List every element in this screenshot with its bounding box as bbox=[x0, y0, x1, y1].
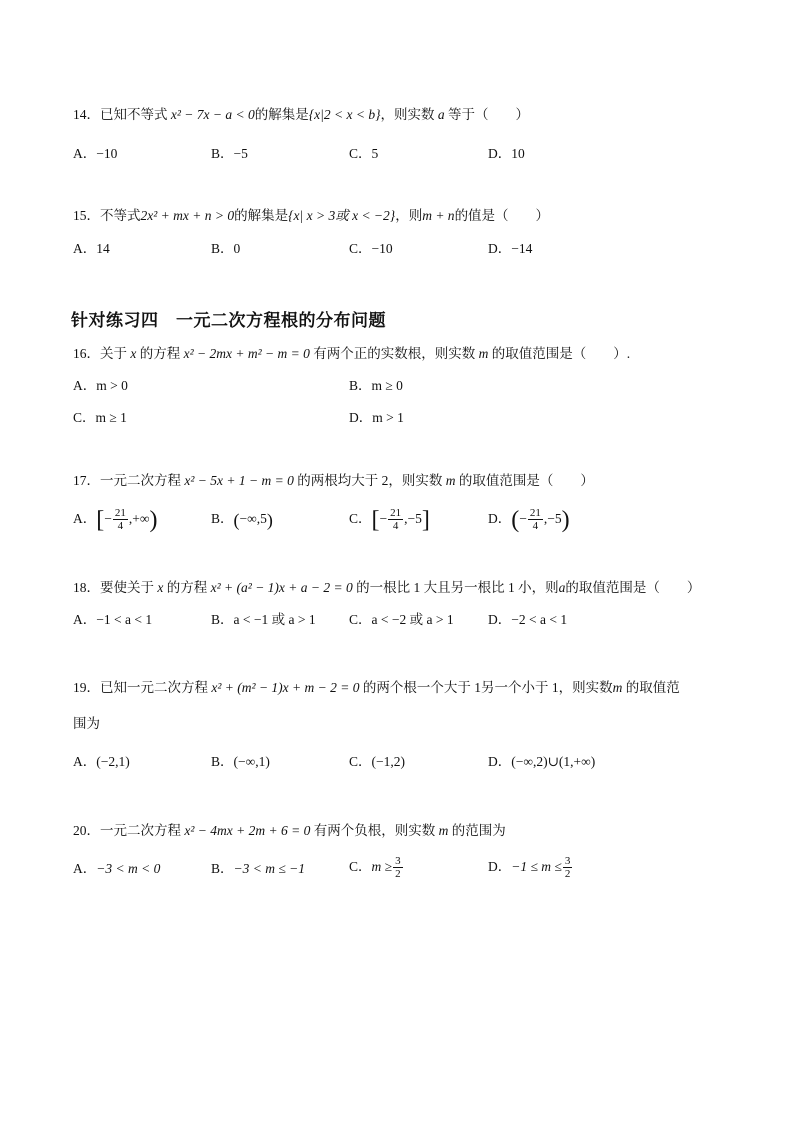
question-text: 的值是（ ） bbox=[454, 208, 550, 223]
question-text: 不等式 bbox=[100, 208, 141, 223]
option-a[interactable]: A．−10 bbox=[73, 146, 118, 161]
fraction: $\frac{21}{4}$ bbox=[529, 507, 541, 533]
question-text: 等于（ ） bbox=[447, 107, 529, 122]
question-text: 有两个正的实数根，则实数 bbox=[313, 346, 476, 361]
question-text: 的一根比 1 大且另一根比 1 小，则 bbox=[356, 580, 559, 595]
question-text: 关于 bbox=[100, 346, 127, 361]
option-d[interactable]: D．−14 bbox=[488, 241, 533, 256]
question-text: 一元二次方程 bbox=[100, 823, 181, 838]
question-text: 的取值范围是（ ） bbox=[458, 473, 594, 488]
question-18 bbox=[73, 579, 700, 597]
variable: m bbox=[438, 823, 449, 838]
option-label: A． bbox=[73, 861, 97, 876]
question-text: ，则 bbox=[395, 208, 423, 223]
question-number: 18． bbox=[73, 580, 100, 595]
option-d[interactable]: D．−2 < a < 1 bbox=[488, 612, 568, 627]
question-14 bbox=[73, 106, 529, 124]
question-17 bbox=[73, 472, 594, 490]
variable: m bbox=[612, 680, 623, 695]
variable: x bbox=[130, 346, 137, 361]
option-label: C． bbox=[349, 859, 372, 874]
question-number: 14． bbox=[73, 107, 100, 122]
fraction: $\frac{21}{4}$ bbox=[390, 507, 402, 533]
option-label: B． bbox=[211, 511, 234, 526]
question-19-continued: 围为 bbox=[73, 716, 100, 731]
question-text: 的取值范围是（ ）. bbox=[491, 346, 631, 361]
question-number: 15． bbox=[73, 208, 100, 223]
question-number: 16． bbox=[73, 346, 100, 361]
option-label: A． bbox=[73, 511, 97, 526]
option-label: C． bbox=[349, 511, 372, 526]
question-text: ，则实数 bbox=[380, 107, 435, 122]
math-expression: x² − 5x + 1 − m = 0 bbox=[184, 473, 294, 488]
option-value: −3 < m ≤ −1 bbox=[233, 861, 306, 876]
fraction: $\frac{3}{2}$ bbox=[564, 855, 571, 881]
question-text: 的解集是 bbox=[254, 107, 309, 122]
solution-set: {x|2 < x < b} bbox=[308, 107, 381, 122]
question-16 bbox=[73, 345, 630, 363]
variable: m bbox=[445, 473, 456, 488]
option-b[interactable]: B．(−∞,1) bbox=[211, 754, 270, 769]
question-text: 的方程 bbox=[139, 346, 181, 361]
question-text: 的范围为 bbox=[451, 823, 506, 838]
option-d[interactable]: D．m > 1 bbox=[349, 410, 404, 425]
option-b[interactable]: B．m ≥ 0 bbox=[349, 378, 403, 393]
question-text: 一元二次方程 bbox=[100, 473, 181, 488]
question-number: 19． bbox=[73, 680, 100, 695]
option-c[interactable]: C．a < −2 或 a > 1 bbox=[349, 612, 454, 627]
math-expression: 2x² + mx + n > 0 bbox=[140, 208, 235, 223]
option-b[interactable]: B．a < −1 或 a > 1 bbox=[211, 612, 316, 627]
math-expression: x² + (m² − 1)x + m − 2 = 0 bbox=[211, 680, 360, 695]
option-b[interactable] bbox=[211, 860, 305, 878]
question-text: 的取值范围是（ ） bbox=[565, 580, 701, 595]
question-number: 17． bbox=[73, 473, 100, 488]
variable: m bbox=[478, 346, 489, 361]
option-c[interactable]: C．m ≥ 1 bbox=[73, 410, 127, 425]
question-text: 的取值范 bbox=[625, 680, 680, 695]
fraction: $\frac{3}{2}$ bbox=[395, 855, 401, 881]
variable: a bbox=[558, 580, 566, 595]
option-value: −3 < m < 0 bbox=[96, 861, 161, 876]
option-label: B． bbox=[211, 861, 234, 876]
question-text: 的两个根一个大于 1另一个小于 1，则实数 bbox=[362, 680, 613, 695]
option-a[interactable]: A．14 bbox=[73, 241, 110, 256]
question-text: 的两根均大于 2，则实数 bbox=[297, 473, 443, 488]
question-15 bbox=[73, 207, 549, 225]
solution-set: {x| x > 3或 x < −2} bbox=[288, 208, 396, 223]
variable: a bbox=[437, 107, 445, 122]
option-label: D． bbox=[488, 859, 512, 874]
option-b[interactable]: B．(−∞,5) bbox=[211, 509, 273, 530]
option-a[interactable]: A．[− $\frac{21}{4}$ ,+∞) bbox=[73, 506, 158, 533]
question-text: 要使关于 bbox=[100, 580, 154, 595]
option-b[interactable]: B．0 bbox=[211, 241, 241, 256]
option-d[interactable]: D．10 bbox=[488, 146, 525, 161]
option-value: m ≥ bbox=[371, 859, 393, 874]
option-d[interactable] bbox=[488, 852, 573, 882]
variable: x bbox=[157, 580, 164, 595]
math-expression: x² + (a² − 1)x + a − 2 = 0 bbox=[210, 580, 353, 595]
option-a[interactable] bbox=[73, 860, 160, 878]
question-text: 已知不等式 bbox=[100, 107, 168, 122]
option-a[interactable]: A．(−2,1) bbox=[73, 754, 130, 769]
question-text: 的解集是 bbox=[234, 208, 289, 223]
option-c[interactable]: C．5 bbox=[349, 146, 379, 161]
option-c[interactable]: C．−10 bbox=[349, 241, 393, 256]
option-c[interactable] bbox=[349, 852, 404, 882]
question-text: 的方程 bbox=[166, 580, 208, 595]
option-c[interactable]: C．(−1,2) bbox=[349, 754, 405, 769]
option-d[interactable]: D．(−∞,2)∪(1,+∞) bbox=[488, 754, 596, 769]
question-19 bbox=[73, 679, 680, 697]
math-expression: x² − 4mx + 2m + 6 = 0 bbox=[184, 823, 311, 838]
question-20 bbox=[73, 822, 506, 840]
option-a[interactable]: A．m > 0 bbox=[73, 378, 128, 393]
fraction: $\frac{21}{4}$ bbox=[114, 507, 126, 533]
option-c[interactable]: C．[− $\frac{21}{4}$ ,−5] bbox=[349, 506, 430, 533]
math-expression: x² − 7x − a < 0 bbox=[170, 107, 255, 122]
math-expression: x² − 2mx + m² − m = 0 bbox=[183, 346, 310, 361]
question-text: 已知一元二次方程 bbox=[100, 680, 208, 695]
option-b[interactable]: B．−5 bbox=[211, 146, 248, 161]
option-value: −1 ≤ m ≤ bbox=[511, 859, 562, 874]
question-text: 有两个负根，则实数 bbox=[313, 823, 436, 838]
option-d[interactable]: D．(− $\frac{21}{4}$ ,−5) bbox=[488, 506, 570, 533]
question-number: 20． bbox=[73, 823, 100, 838]
variable: m + n bbox=[422, 208, 455, 223]
section-title: 针对练习四 一元二次方程根的分布问题 bbox=[71, 311, 386, 331]
option-a[interactable]: A．−1 < a < 1 bbox=[73, 612, 153, 627]
option-label: D． bbox=[488, 511, 512, 526]
